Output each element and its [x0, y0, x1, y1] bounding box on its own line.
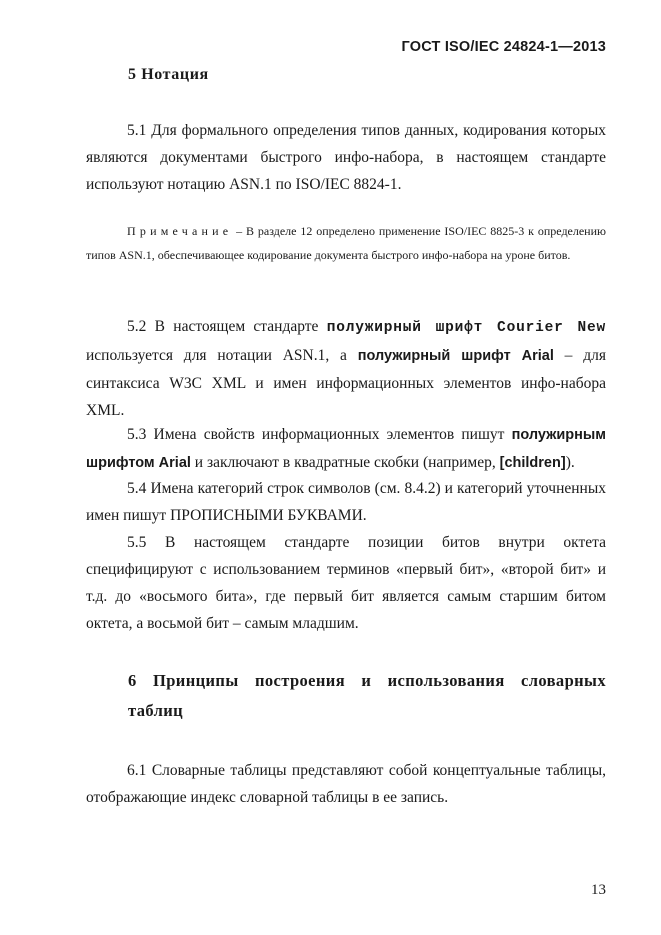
paragraph-5-2: [86, 313, 606, 424]
section-6-title: 6 Принципы построения и использования словарных таблиц: [128, 671, 606, 720]
note: [86, 219, 606, 267]
children-example: [children]: [499, 455, 566, 471]
arial-bold-sample: полужирным шрифтом Arial: [86, 427, 606, 471]
p52-prefix: 5.2 В настоящем стандарте: [127, 318, 327, 335]
p52-suffix: – для синтаксиса W3C XML и имен информационных элементов инфо-набора XML.: [86, 347, 606, 419]
courier-font-sample: полужирный шрифт Courier New: [326, 320, 606, 336]
page-number: 13: [591, 882, 606, 898]
section-5-title: 5 Нотация: [128, 66, 209, 83]
paragraph-6-1: 6.1 Словарные таблицы представляют собой концептуальные таблицы, отображающие индекс словарной таблицы в ее запись.: [86, 762, 606, 806]
p53-suffix: ).: [565, 454, 575, 471]
note-label: Примечание: [127, 224, 233, 238]
paragraph-5-4: 5.4 Имена категорий строк символов (см. 8.4.2) и категорий уточненных имен пишут ПРОПИСНЫМИ БУКВАМИ.: [86, 480, 606, 524]
arial-font-sample: полужирный шрифт Arial: [357, 348, 554, 364]
paragraph-5-3: [86, 421, 606, 477]
p53-prefix: 5.3 Имена свойств информационных элементов пишут: [127, 426, 512, 443]
note-text: – В разделе 12 определено применение ISO/IEC 8825-3 к определению типов ASN.1, обеспечивающее кодирование документа быстрого инфо-набора на уроне битов.: [86, 224, 606, 262]
document-header: ГОСТ ISO/IEC 24824-1—2013: [401, 39, 606, 55]
p52-middle: используется для нотации ASN.1, а: [86, 347, 358, 364]
paragraph-5-1: 5.1 Для формального определения типов данных, кодирования которых являются документами быстрого инфо-набора, в настоящем стандарте используют нотацию ASN.1 по ISO/IEC 8824-1.: [86, 122, 606, 193]
paragraph-5-5: 5.5 В настоящем стандарте позиции битов внутри октета специфицируют с использованием терминов «первый бит», «второй бит» и т.д. до «восьмого бита», где первый бит является самым старшим битом октета, а восьмой бит – самым младшим.: [86, 534, 606, 632]
p53-middle: и заключают в квадратные скобки (например,: [190, 454, 500, 471]
